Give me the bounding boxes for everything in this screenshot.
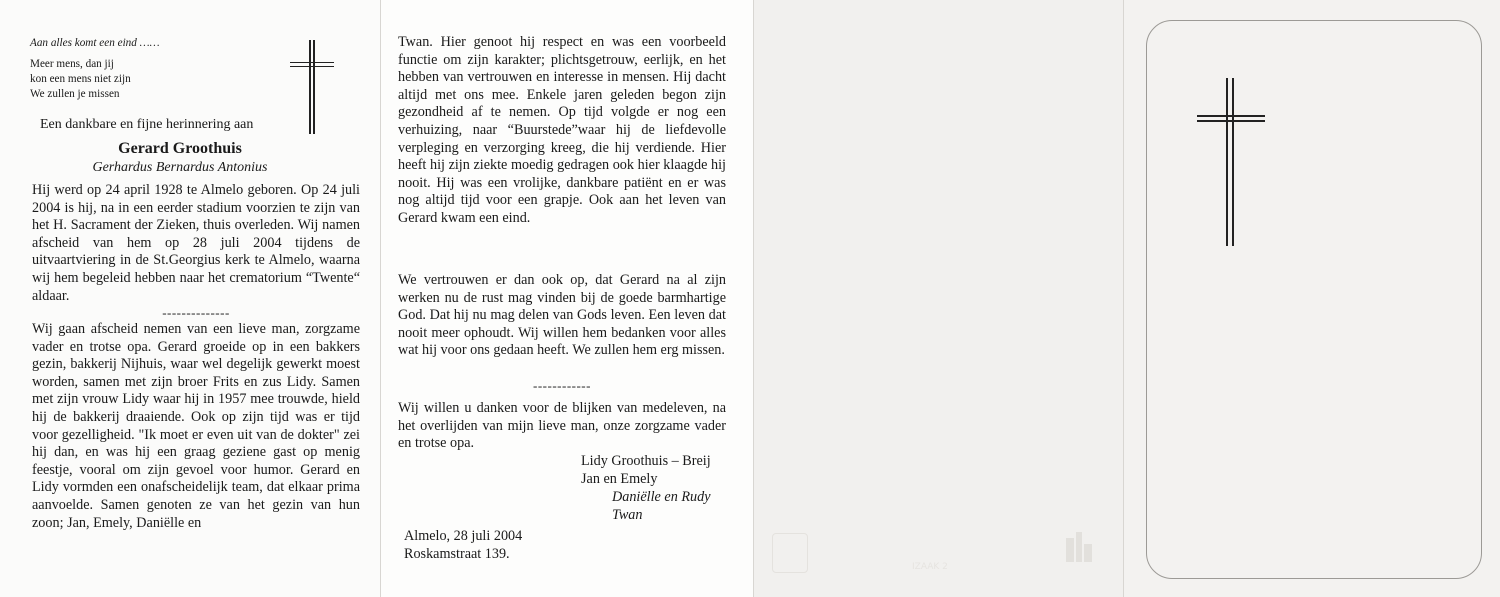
fold-line — [753, 0, 754, 597]
thanks-paragraph — [398, 400, 726, 453]
eulogy-paragraph — [32, 321, 360, 532]
address: Roskamstraat 139. — [404, 545, 510, 562]
motto-title: Aan alles komt een eind …… — [30, 37, 160, 49]
publisher-logo-icon — [1064, 530, 1094, 566]
printer-mark: IZAAK 2 — [912, 562, 948, 572]
signatures — [581, 453, 711, 488]
back-panel — [753, 0, 1123, 597]
full-name: Gerhardus Bernardus Antonius — [92, 160, 268, 175]
fold-line — [1123, 0, 1124, 597]
faith-text: We vertrouwen er dan ook op, dat Gerard na al zijn werken nu de rust mag vinden bij de goede barmhartige God. Dat hij nu mag delen van Gods leven. Een leven dat nooit meer ophoudt. Wij willen hem bedanken voor alles wat hij voor ons gedaan heeft. We zullen hem erg missen. — [398, 272, 726, 359]
cross-icon-front — [1197, 78, 1265, 246]
eulogy-text: Wij gaan afscheid nemen van een lieve man, zorgzame vader en trotse opa. Gerard groeide op in een bakkers gezin, bakkerij Nijhuis, waar wel degelijk gewerkt moest worden, samen met zijn broer Frits en zus Lidy. Samen met zijn vrouw Lidy waar hij in 1957 mee trouwde, hield hij de bakkerij draaiende. Ook op zijn tijd was er tijd voor gezelligheid. "Ik moet er even uit van de dokter" zei hij dan, en was hij een graag geziene gast op menig feestje, vooral om zijn gevoel voor humor. Gerard en Lidy vormden een onafscheidelijk team, dat elkaar prima aanvoelde. Samen genoten ze van het gezin van hun zoon; Jan, Emely, Daniëlle en — [32, 321, 360, 531]
signature-line: Lidy Groothuis – Breij — [581, 453, 711, 469]
printer-logo-icon — [772, 533, 808, 573]
thanks-text: Wij willen u danken voor de blijken van medeleven, na het overlijden van mijn lieve man, onze zorgzame vader en trotse opa. — [398, 400, 726, 452]
motto-line: Meer mens, dan jij — [30, 58, 114, 70]
faith-paragraph — [398, 272, 726, 360]
place-address — [404, 528, 522, 563]
intro-line: Een dankbare en fijne herinnering aan — [40, 117, 254, 132]
cross-icon — [290, 40, 334, 134]
signature-line: Daniëlle en Rudy — [612, 489, 711, 505]
biography-text: Hij werd op 24 april 1928 te Almelo geboren. Op 24 juli 2004 is hij, na in een eerder stadium voorzien te zijn van het H. Sacrament der Zieken, thuis overleden. Wij namen afscheid van hem op 28 juli 2004 tijdens de uitvaartviering in de St.Georgius kerk te Almelo, waarna wij hem begeleid hebben naar het crematorium “Twente“ aldaar. — [32, 182, 360, 304]
eulogy-continued — [398, 34, 726, 228]
motto-line: kon een mens niet zijn — [30, 73, 131, 85]
separator: ------------ — [533, 378, 591, 393]
signatures-italic — [612, 489, 711, 524]
place-date: Almelo, 28 juli 2004 — [404, 528, 523, 544]
motto-line: We zullen je missen — [30, 88, 120, 100]
fold-line — [380, 0, 381, 597]
biography-paragraph — [32, 182, 360, 305]
signature-line: Twan — [612, 506, 643, 523]
signature-line: Jan en Emely — [581, 470, 658, 487]
deceased-name: Gerard Groothuis — [118, 140, 242, 157]
separator: -------------- — [162, 305, 230, 320]
eulogy-continued-text: Twan. Hier genoot hij respect en was een voorbeeld functie om zijn karakter; plichtsgetrouw, eerlijk, en het hebben van vertrouwen en interesse in mensen. Hij dacht altijd met ons mee. Enkele jaren geleden begon zijn gezondheid af te nemen. Op tijd volgde er nog een verhuizing, naar “Buurstede”waar hij de liefdevolle verpleging en verzorging kreeg, die hij verdiende. Hier heeft hij zijn ziekte moedig gedragen ook hier klaagde hij nooit. Hij was een vrolijke, dankbare patiënt en er was nog altijd tijd voor een grapje. Ook aan het leven van Gerard kwam een eind. — [398, 34, 726, 226]
motto — [30, 57, 131, 102]
